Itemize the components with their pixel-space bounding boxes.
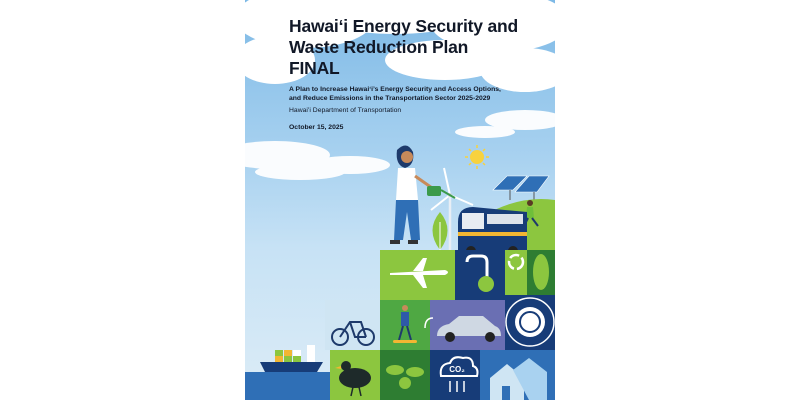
cargo-ship-icon [260,345,323,372]
recycle-tile [505,250,527,300]
solar-panels-icon [493,176,549,202]
department-name: Hawaiʻi Department of Transportation [289,107,402,114]
tree-icon [433,212,448,250]
co2-label: CO₂ [449,365,465,374]
publication-date: October 15, 2025 [289,124,344,131]
subtitle-line-1: A Plan to Increase Hawaiʻi’s Energy Security and Access Options, [289,86,501,93]
report-cover [245,0,555,400]
ocean [245,372,330,400]
report-subtitle [289,85,549,103]
sun-icon [465,145,489,169]
bus-icon [458,207,527,256]
dot-seal-icon [506,298,554,346]
title-line-3: FINAL [289,58,340,78]
title-line-2: Waste Reduction Plan [289,37,469,57]
subtitle-line-2: and Reduce Emissions in the Transportation Sector 2025-2029 [289,95,491,102]
icon-tile-grid [325,250,555,400]
report-title [289,16,549,79]
plant-tile [380,350,430,400]
title-line-1: Hawaiʻi Energy Security and [289,16,518,36]
